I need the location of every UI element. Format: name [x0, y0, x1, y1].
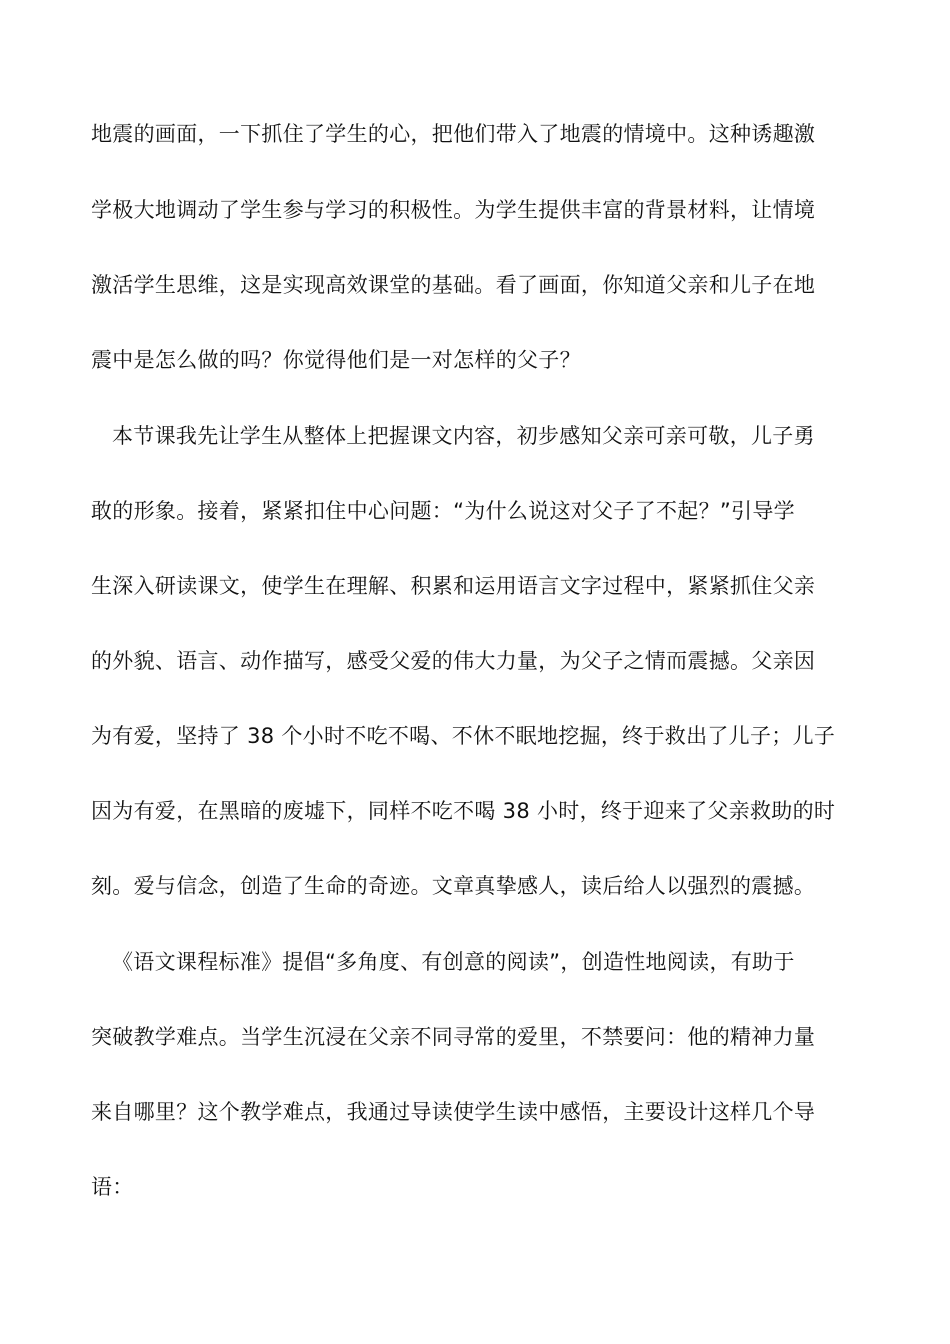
text-line: 来自哪里？这个教学难点，我通过导读使学生读中感悟，主要设计这样几个导 — [91, 1100, 816, 1124]
text-line: 为有爱，坚持了 38 个小时不吃不喝、不休不眠地挖掘，终于救出了儿子；儿子 — [91, 724, 836, 748]
text-line: 语： — [91, 1175, 134, 1199]
text-line: 地震的画面，一下抓住了学生的心，把他们带入了地震的情境中。这种诱趣激 — [91, 122, 816, 146]
text-line: 学极大地调动了学生参与学习的积极性。为学生提供丰富的背景材料，让情境 — [91, 198, 816, 222]
text-line: 震中是怎么做的吗？你觉得他们是一对怎样的父子？ — [91, 348, 581, 372]
text-line: 刻。爱与信念，创造了生命的奇迹。文章真挚感人，读后给人以强烈的震撼。 — [91, 874, 816, 898]
text-line: 敢的形象。接着，紧紧扣住中心问题：“为什么说这对父子了不起？”引导学 — [91, 499, 795, 523]
text-line: 激活学生思维，这是实现高效课堂的基础。看了画面，你知道父亲和儿子在地 — [91, 273, 816, 297]
text-line: 因为有爱，在黑暗的废墟下，同样不吃不喝 38 小时，终于迎来了父亲救助的时 — [91, 799, 836, 823]
paragraph-start-line: 《语文课程标准》提倡“多角度、有创意的阅读”，创造性地阅读，有助于 — [112, 950, 795, 974]
text-line: 突破教学难点。当学生沉浸在父亲不同寻常的爱里，不禁要问：他的精神力量 — [91, 1025, 816, 1049]
text-line: 生深入研读课文，使学生在理解、积累和运用语言文字过程中，紧紧抓住父亲 — [91, 574, 816, 598]
paragraph-start-line: 本节课我先让学生从整体上把握课文内容，初步感知父亲可亲可敬，儿子勇 — [112, 424, 815, 448]
text-line: 的外貌、语言、动作描写，感受父爱的伟大力量，为父子之情而震撼。父亲因 — [91, 649, 816, 673]
